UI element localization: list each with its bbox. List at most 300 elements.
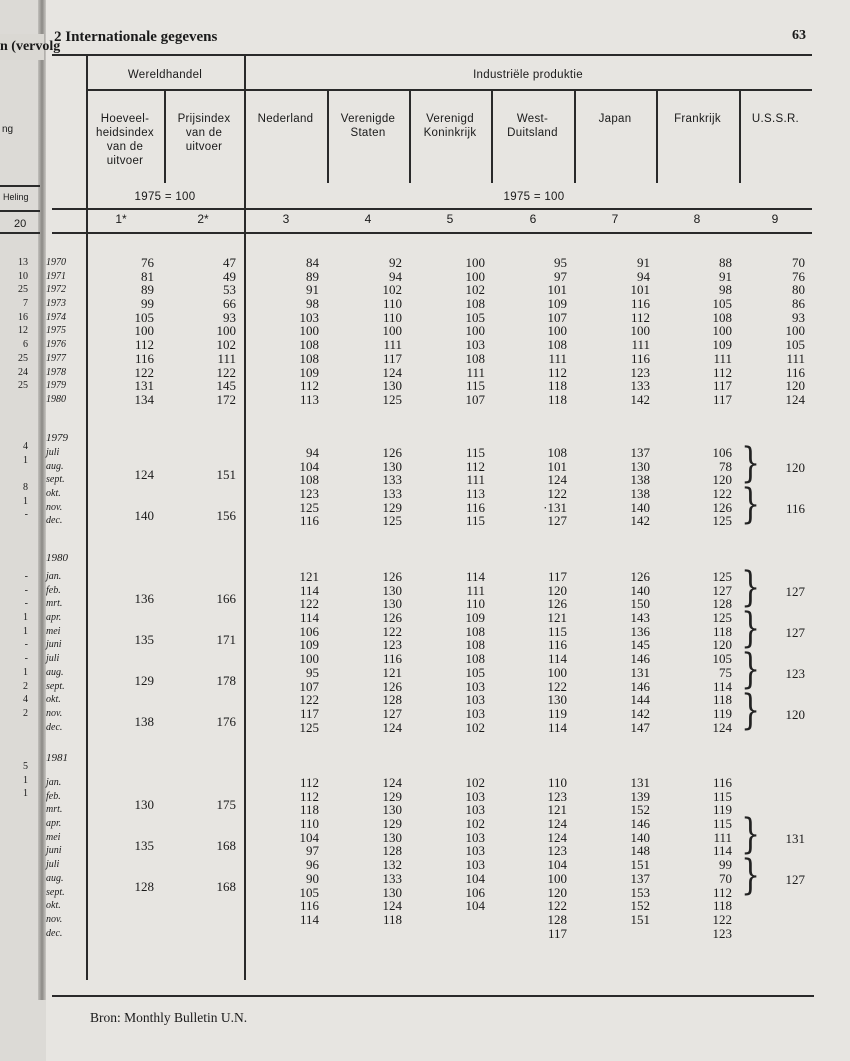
table-cell: 103 <box>465 705 485 721</box>
quarter-value: 136 <box>134 590 154 606</box>
column-header: Verenigd Koninkrijk <box>423 113 477 139</box>
table-cell: 130 <box>630 458 650 474</box>
base-year-label: 1975 = 100 <box>503 191 565 203</box>
table-cell: 116 <box>785 364 805 380</box>
previous-page-cell: - <box>24 571 28 582</box>
table-cell: 78 <box>719 458 732 474</box>
column-number: 2* <box>197 212 209 226</box>
table-cell: 123 <box>382 637 402 653</box>
table-cell: 122 <box>712 486 732 502</box>
table-cell: 120 <box>712 472 732 488</box>
table-cell: 119 <box>547 705 567 721</box>
table-cell: 114 <box>465 569 485 584</box>
table-cell: 111 <box>786 350 805 366</box>
previous-page-cell: 25 <box>18 284 28 296</box>
table-cell: 103 <box>465 843 485 859</box>
previous-page-column <box>16 256 28 393</box>
table-cell: 114 <box>712 843 732 859</box>
row-label: okt. <box>46 488 61 500</box>
table-cell: 133 <box>630 378 650 394</box>
table-cell: 110 <box>547 775 567 790</box>
row-label: mei <box>46 831 61 843</box>
quarter-value: 140 <box>134 507 154 523</box>
previous-page-cell: 24 <box>18 366 28 378</box>
previous-page-column <box>16 760 28 801</box>
table-cell: 136 <box>630 623 650 639</box>
table-cell: 100 <box>547 870 567 886</box>
table-cell: 128 <box>382 843 402 859</box>
table-cell: 108 <box>299 472 319 488</box>
header-rule <box>86 89 812 91</box>
row-label: 1970 <box>46 257 66 268</box>
quarter-value: 116 <box>785 500 805 516</box>
table-cell: 106 <box>712 445 732 460</box>
column-header: U.S.S.R. <box>751 113 800 125</box>
table-cell: 109 <box>465 610 485 626</box>
table-cell: 125 <box>712 610 732 626</box>
table-cell: 122 <box>547 678 567 694</box>
previous-page-cell <box>16 467 28 481</box>
group-header-industriele-produktie: Industriële produktie <box>473 69 583 81</box>
table-cell: 100 <box>299 651 319 667</box>
table-cell: 123 <box>299 486 319 502</box>
row-label: 1974 <box>46 311 66 323</box>
quarter-value: 127 <box>785 624 805 640</box>
table-cell: 122 <box>134 364 154 380</box>
row-label: juli <box>46 653 60 665</box>
table-cell: 125 <box>382 391 402 407</box>
table-cell: 152 <box>630 802 650 818</box>
table-cell: 104 <box>547 857 567 873</box>
previous-page-cell: 4 <box>23 441 28 452</box>
quarter-value: 168 <box>216 878 236 894</box>
previous-page-column <box>16 440 28 522</box>
table-cell: 126 <box>630 569 650 584</box>
row-label: jan. <box>46 571 62 582</box>
quarter-value: 178 <box>216 672 236 688</box>
table-cell: 130 <box>382 596 402 612</box>
table-cell: 151 <box>630 857 650 873</box>
row-label: 1971 <box>46 270 66 282</box>
brace-icon: } <box>741 604 761 653</box>
table-cell: 116 <box>299 513 319 529</box>
y1980-column-c6 <box>507 570 567 734</box>
table-cell: 115 <box>465 513 485 529</box>
previous-page-cell: 1 <box>23 788 28 800</box>
table-cell: 142 <box>630 391 650 407</box>
quarter-value: 131 <box>785 830 805 846</box>
table-cell: 103 <box>465 692 485 708</box>
table-cell: 98 <box>306 296 319 312</box>
column-header: Japan <box>598 113 632 125</box>
row-label: dec. <box>46 927 63 939</box>
y1980-column-c8 <box>672 570 732 734</box>
table-cell: 130 <box>547 692 567 708</box>
table-cell: 142 <box>630 705 650 721</box>
table-cell: 107 <box>465 391 485 407</box>
table-cell: 70 <box>719 870 732 886</box>
table-cell: 118 <box>712 692 732 708</box>
table-cell: 143 <box>630 610 650 626</box>
row-label: juni <box>46 845 62 857</box>
row-label: apr. <box>46 612 62 624</box>
table-cell: 134 <box>134 391 154 407</box>
table-cell: 101 <box>547 458 567 474</box>
table-cell: 132 <box>382 857 402 873</box>
table-cell: 115 <box>465 378 485 394</box>
table-cell: 152 <box>630 898 650 914</box>
column-rule <box>244 54 246 980</box>
table-cell: 128 <box>547 911 567 927</box>
table-cell: 112 <box>547 364 567 380</box>
y1979-column-c7 <box>590 446 650 528</box>
column-rule <box>656 89 658 183</box>
quarter-value: 168 <box>216 837 236 853</box>
table-cell: 103 <box>465 857 485 873</box>
table-cell: 94 <box>637 268 650 284</box>
month-labels <box>46 570 74 734</box>
table-cell: 125 <box>712 569 732 584</box>
table-cell: 97 <box>306 843 319 859</box>
row-label: mrt. <box>46 598 63 610</box>
previous-page-cell: 5 <box>23 761 28 772</box>
table-cell: 119 <box>712 802 732 818</box>
table-cell: 100 <box>134 323 154 339</box>
table-cell: 112 <box>299 378 319 394</box>
y1979-column-c5 <box>425 446 485 528</box>
table-cell: 103 <box>299 309 319 325</box>
table-cell: 86 <box>792 296 805 312</box>
table-cell: 153 <box>630 884 650 900</box>
table-cell: 49 <box>223 268 236 284</box>
table-cell: 126 <box>382 678 402 694</box>
row-label: juli <box>46 447 60 458</box>
brace-icon: } <box>741 852 761 901</box>
table-cell: 118 <box>547 391 567 407</box>
previous-page-cell: 2 <box>23 707 28 719</box>
table-cell: 123 <box>712 925 732 941</box>
table-cell: 102 <box>465 775 485 790</box>
table-cell: 109 <box>299 637 319 653</box>
table-cell: 91 <box>306 282 319 298</box>
annual-column-c2 <box>176 256 236 407</box>
table-cell: 121 <box>547 610 567 626</box>
page-title: 2 Internationale gegevens <box>54 29 218 45</box>
table-cell: 99 <box>141 296 154 312</box>
table-cell: 138 <box>630 486 650 502</box>
table-cell: 103 <box>465 337 485 353</box>
column-header: Prijsindex van de uitvoer <box>177 113 231 153</box>
table-cell: 106 <box>465 884 485 900</box>
table-cell: 140 <box>630 829 650 845</box>
table-cell: 101 <box>630 282 650 298</box>
table-cell: 104 <box>465 898 485 914</box>
quarter-value: 135 <box>134 631 154 647</box>
table-cell: 98 <box>719 282 732 298</box>
table-cell: 92 <box>389 255 402 270</box>
table-cell: 146 <box>630 651 650 667</box>
brace-icon: } <box>741 687 761 736</box>
column-header: West- Duitsland <box>507 113 558 139</box>
y1981-column-c5 <box>425 776 485 913</box>
row-label: apr. <box>46 818 62 830</box>
table-cell: 115 <box>465 445 485 460</box>
table-cell: 109 <box>712 337 732 353</box>
table-cell: 126 <box>712 499 732 515</box>
table-cell: 108 <box>299 350 319 366</box>
y1979-column-c6 <box>507 446 567 528</box>
table-cell: 124 <box>547 829 567 845</box>
table-cell: 145 <box>630 637 650 653</box>
table-cell: 101 <box>547 282 567 298</box>
table-cell: 131 <box>630 775 650 790</box>
table-cell: 107 <box>547 309 567 325</box>
table-cell: 105 <box>465 309 485 325</box>
table-cell: 47 <box>223 255 236 270</box>
table-cell: 114 <box>299 610 319 626</box>
column-number: 1* <box>115 212 127 226</box>
table-cell: 100 <box>382 323 402 339</box>
table-cell: 104 <box>299 829 319 845</box>
table-cell: 116 <box>382 651 402 667</box>
row-label: 1980 <box>46 393 66 405</box>
column-number: 8 <box>693 212 701 226</box>
table-cell: 146 <box>630 678 650 694</box>
table-cell: 104 <box>299 458 319 474</box>
table-cell: 130 <box>382 884 402 900</box>
table-cell: 105 <box>712 296 732 312</box>
table-cell: 147 <box>630 719 650 735</box>
table-cell: 116 <box>547 637 567 653</box>
table-cell: 108 <box>465 296 485 312</box>
row-label: 1978 <box>46 366 66 378</box>
table-cell: 76 <box>141 255 154 270</box>
quarter-value: 129 <box>134 672 154 688</box>
table-cell: 118 <box>299 802 319 818</box>
table-cell: 103 <box>465 802 485 818</box>
previous-page-cell: 8 <box>23 482 28 494</box>
table-cell: 122 <box>299 596 319 612</box>
table-cell: 111 <box>466 582 485 598</box>
quarter-value: 123 <box>785 665 805 681</box>
y1980-column-c3 <box>259 570 319 734</box>
table-cell: 148 <box>630 843 650 859</box>
table-cell: 131 <box>630 664 650 680</box>
table-cell: 112 <box>134 337 154 353</box>
table-cell: 105 <box>299 884 319 900</box>
table-cell: 100 <box>712 323 732 339</box>
table-cell: 100 <box>465 323 485 339</box>
table-cell: 100 <box>630 323 650 339</box>
previous-page-label: ng <box>2 124 14 135</box>
table-cell: 151 <box>630 911 650 927</box>
table-cell: 102 <box>465 816 485 832</box>
page-number: 63 <box>792 28 806 43</box>
table-cell: 113 <box>299 391 319 407</box>
table-cell: 128 <box>382 692 402 708</box>
table-cell: 111 <box>713 829 732 845</box>
table-cell: 128 <box>712 596 732 612</box>
table-cell: 96 <box>306 857 319 873</box>
table-cell: 117 <box>382 350 402 366</box>
table-cell: 93 <box>223 309 236 325</box>
table-cell: 133 <box>382 486 402 502</box>
row-label: juli <box>46 859 60 871</box>
row-label: 1976 <box>46 339 66 351</box>
base-year-label: 1975 = 100 <box>134 191 196 203</box>
table-cell: 119 <box>712 705 732 721</box>
column-number: 6 <box>529 212 537 226</box>
table-cell: 84 <box>306 255 319 270</box>
row-label: sept. <box>46 886 65 898</box>
table-cell: 123 <box>547 788 567 804</box>
table-cell: 108 <box>712 309 732 325</box>
annual-column-c7 <box>590 256 650 407</box>
table-cell: 126 <box>547 596 567 612</box>
table-cell: 125 <box>299 719 319 735</box>
table-cell: 112 <box>712 884 732 900</box>
table-top-rule <box>52 54 812 56</box>
table-cell: 114 <box>547 651 567 667</box>
table-cell: 126 <box>382 610 402 626</box>
table-cell: 117 <box>547 925 567 941</box>
table-cell: 111 <box>383 337 402 353</box>
table-cell: 133 <box>382 870 402 886</box>
table-cell: 108 <box>465 623 485 639</box>
table-cell: 117 <box>547 569 567 584</box>
table-cell: 116 <box>299 898 319 914</box>
source-note: Bron: Monthly Bulletin U.N. <box>90 1010 248 1025</box>
table-cell: 122 <box>547 486 567 502</box>
y1980-column-c7 <box>590 570 650 734</box>
table-cell: 122 <box>299 692 319 708</box>
table-cell: 88 <box>719 255 732 270</box>
previous-page-cell: 13 <box>18 257 28 268</box>
table-cell: 120 <box>785 378 805 394</box>
table-cell: 116 <box>134 350 154 366</box>
column-number: 5 <box>446 212 454 226</box>
quarter-value: 120 <box>785 459 805 475</box>
table-cell: 127 <box>547 513 567 529</box>
table-cell: 116 <box>712 775 732 790</box>
previous-page-cell: - <box>24 598 28 610</box>
table-cell: 131 <box>134 378 154 394</box>
table-cell: 116 <box>630 350 650 366</box>
table-cell: 122 <box>216 364 236 380</box>
table-cell: 104 <box>465 870 485 886</box>
table-cell: 102 <box>465 719 485 735</box>
row-label: aug. <box>46 666 64 678</box>
quarter-value: 171 <box>216 631 236 647</box>
table-cell: 105 <box>712 651 732 667</box>
column-rule <box>739 89 741 183</box>
table-cell: 142 <box>630 513 650 529</box>
table-cell: 112 <box>630 309 650 325</box>
table-cell: 108 <box>547 445 567 460</box>
table-cell: 125 <box>382 513 402 529</box>
row-label: mei <box>46 625 61 637</box>
quarter-value: 151 <box>216 466 236 482</box>
table-cell: 130 <box>382 802 402 818</box>
table-cell: 129 <box>382 788 402 804</box>
previous-page-cell: 2 <box>23 680 28 692</box>
y1980-column-c4 <box>342 570 402 734</box>
table-cell: 99 <box>719 857 732 873</box>
row-label: okt. <box>46 694 61 706</box>
table-cell: 94 <box>389 268 402 284</box>
table-cell: 138 <box>630 472 650 488</box>
previous-page-cell: 1 <box>23 612 28 624</box>
table-cell: 90 <box>306 870 319 886</box>
row-label: feb. <box>46 584 61 596</box>
previous-page-title: n (vervolg <box>0 34 44 60</box>
table-cell: 124 <box>547 472 567 488</box>
table-cell: 120 <box>547 582 567 598</box>
table-cell: 137 <box>630 445 650 460</box>
previous-page-cell: 1 <box>23 625 28 637</box>
column-number: 3 <box>282 212 290 226</box>
annual-column-c8 <box>672 256 732 407</box>
table-cell: 140 <box>630 582 650 598</box>
table-cell: 125 <box>712 513 732 529</box>
table-cell: 140 <box>630 499 650 515</box>
table-cell: 126 <box>382 445 402 460</box>
previous-page-column <box>16 570 28 721</box>
y1981-column-c3 <box>259 776 319 927</box>
column-header: Verenigde Staten <box>340 113 396 139</box>
table-cell: 80 <box>792 282 805 298</box>
row-label: aug. <box>46 460 64 472</box>
table-cell: 133 <box>382 472 402 488</box>
table-cell: 129 <box>382 499 402 515</box>
table-cell: 102 <box>465 282 485 298</box>
annual-column-c5 <box>425 256 485 407</box>
row-label: nov. <box>46 501 63 513</box>
table-cell: 112 <box>465 458 485 474</box>
table-cell: 127 <box>382 705 402 721</box>
table-cell: 105 <box>785 337 805 353</box>
table-cell: 108 <box>299 337 319 353</box>
table-cell: 100 <box>216 323 236 339</box>
table-cell: ·131 <box>543 499 567 515</box>
table-cell: 130 <box>382 829 402 845</box>
row-label: dec. <box>46 515 63 527</box>
table-cell: 111 <box>217 350 236 366</box>
row-label: jan. <box>46 777 62 788</box>
table-cell: 124 <box>382 775 402 790</box>
previous-page-cell: 6 <box>23 339 28 351</box>
row-label: juni <box>46 639 62 651</box>
annual-column-c9 <box>745 256 805 407</box>
y1979-column-c3 <box>259 446 319 528</box>
row-label: feb. <box>46 790 61 802</box>
table-cell: 137 <box>630 870 650 886</box>
quarter-value: 138 <box>134 713 154 729</box>
table-cell: 114 <box>712 678 732 694</box>
table-cell: 120 <box>712 637 732 653</box>
year-heading: 1981 <box>46 752 68 764</box>
table-bottom-rule <box>52 995 814 997</box>
table-cell: 110 <box>382 296 402 312</box>
column-number: 9 <box>771 212 779 226</box>
table-cell: 124 <box>382 898 402 914</box>
table-cell: 97 <box>554 268 567 284</box>
table-cell: 121 <box>299 569 319 584</box>
table-cell: 100 <box>299 323 319 339</box>
previous-page-cell: - <box>24 639 28 651</box>
table-cell: 144 <box>630 692 650 708</box>
row-label: 1973 <box>46 298 66 310</box>
